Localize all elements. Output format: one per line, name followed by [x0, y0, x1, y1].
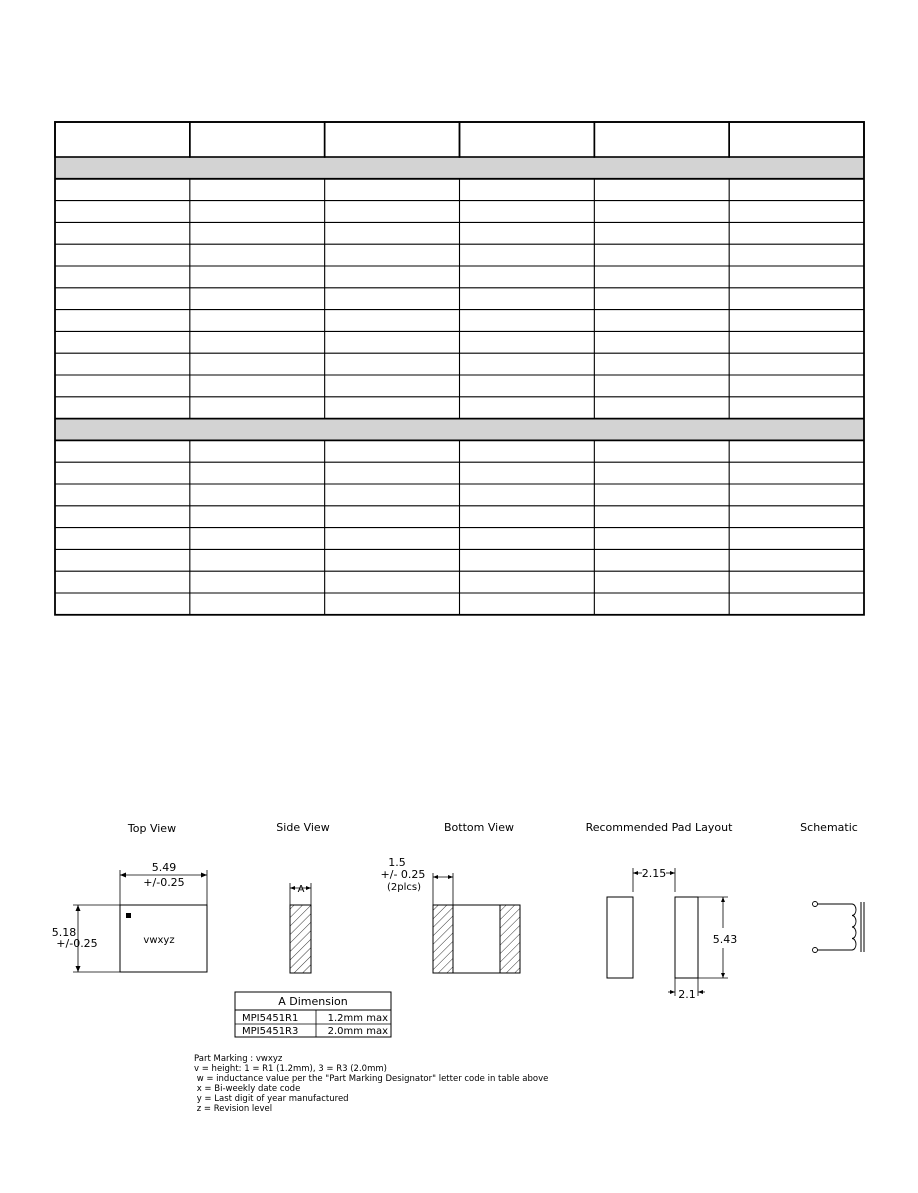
- header-cell: [190, 122, 325, 157]
- bottom-terminal-left: [433, 905, 453, 973]
- bottom-view-title: Bottom View: [444, 821, 514, 834]
- a-dimension-value-2: 2.0mm max: [327, 1026, 388, 1037]
- pad-right: [675, 897, 698, 978]
- section-band: [55, 419, 864, 441]
- note-line: z = Revision level: [194, 1104, 273, 1114]
- bottom-view: [381, 821, 520, 973]
- side-dim-label: A: [297, 884, 305, 895]
- side-view-title: Side View: [276, 821, 330, 834]
- header-cell: [325, 122, 460, 157]
- note-line: y = Last digit of year manufactured: [194, 1094, 349, 1104]
- side-view: [276, 821, 329, 973]
- header-cell: [460, 122, 595, 157]
- top-view-marking: vwxyz: [143, 935, 175, 946]
- schematic-title: Schematic: [800, 821, 858, 834]
- part-marking-notes: [194, 1054, 548, 1114]
- top-view: [52, 822, 207, 972]
- header-cell: [55, 122, 190, 157]
- bottom-dim: 1.5: [388, 856, 406, 869]
- pad-left: [607, 897, 633, 978]
- note-line: Part Marking : vwxyz: [194, 1054, 283, 1064]
- a-dimension-header: A Dimension: [278, 995, 348, 1008]
- a-dimension-part-1: MPI5451R1: [242, 1013, 299, 1024]
- pad-gap-dim: 2.15: [641, 867, 667, 880]
- top-width-dim: 5.49: [151, 861, 177, 874]
- a-dimension-table: [235, 992, 391, 1037]
- bottom-tol: +/- 0.25: [380, 868, 426, 881]
- pad-layout: [586, 821, 738, 1001]
- bottom-note: (2plcs): [387, 882, 421, 893]
- pad-width-dim: 2.1: [678, 988, 696, 1001]
- header-cell: [729, 122, 864, 157]
- note-line: x = Bi-weekly date code: [194, 1084, 301, 1094]
- top-height-dim: 5.18: [51, 926, 77, 939]
- section-band: [55, 157, 864, 179]
- top-view-title: Top View: [127, 822, 177, 835]
- a-dimension-value-1: 1.2mm max: [327, 1013, 388, 1024]
- note-line: w = inductance value per the "Part Marking Designator" letter code in table above: [194, 1074, 549, 1084]
- schematic: [800, 821, 864, 953]
- note-line: v = height: 1 = R1 (1.2mm), 3 = R3 (2.0mm): [194, 1064, 387, 1074]
- top-height-tol: +/-0.25: [56, 937, 98, 950]
- side-view-body: [290, 905, 311, 973]
- bottom-terminal-right: [500, 905, 520, 973]
- pad-height-dim: 5.43: [712, 933, 738, 946]
- top-width-tol: +/-0.25: [143, 876, 185, 889]
- pad-layout-title: Recommended Pad Layout: [585, 821, 733, 834]
- mechanical-drawing: [0, 800, 918, 1188]
- header-cell: [594, 122, 729, 157]
- pin1-marker: [126, 913, 131, 918]
- a-dimension-part-2: MPI5451R3: [242, 1026, 299, 1037]
